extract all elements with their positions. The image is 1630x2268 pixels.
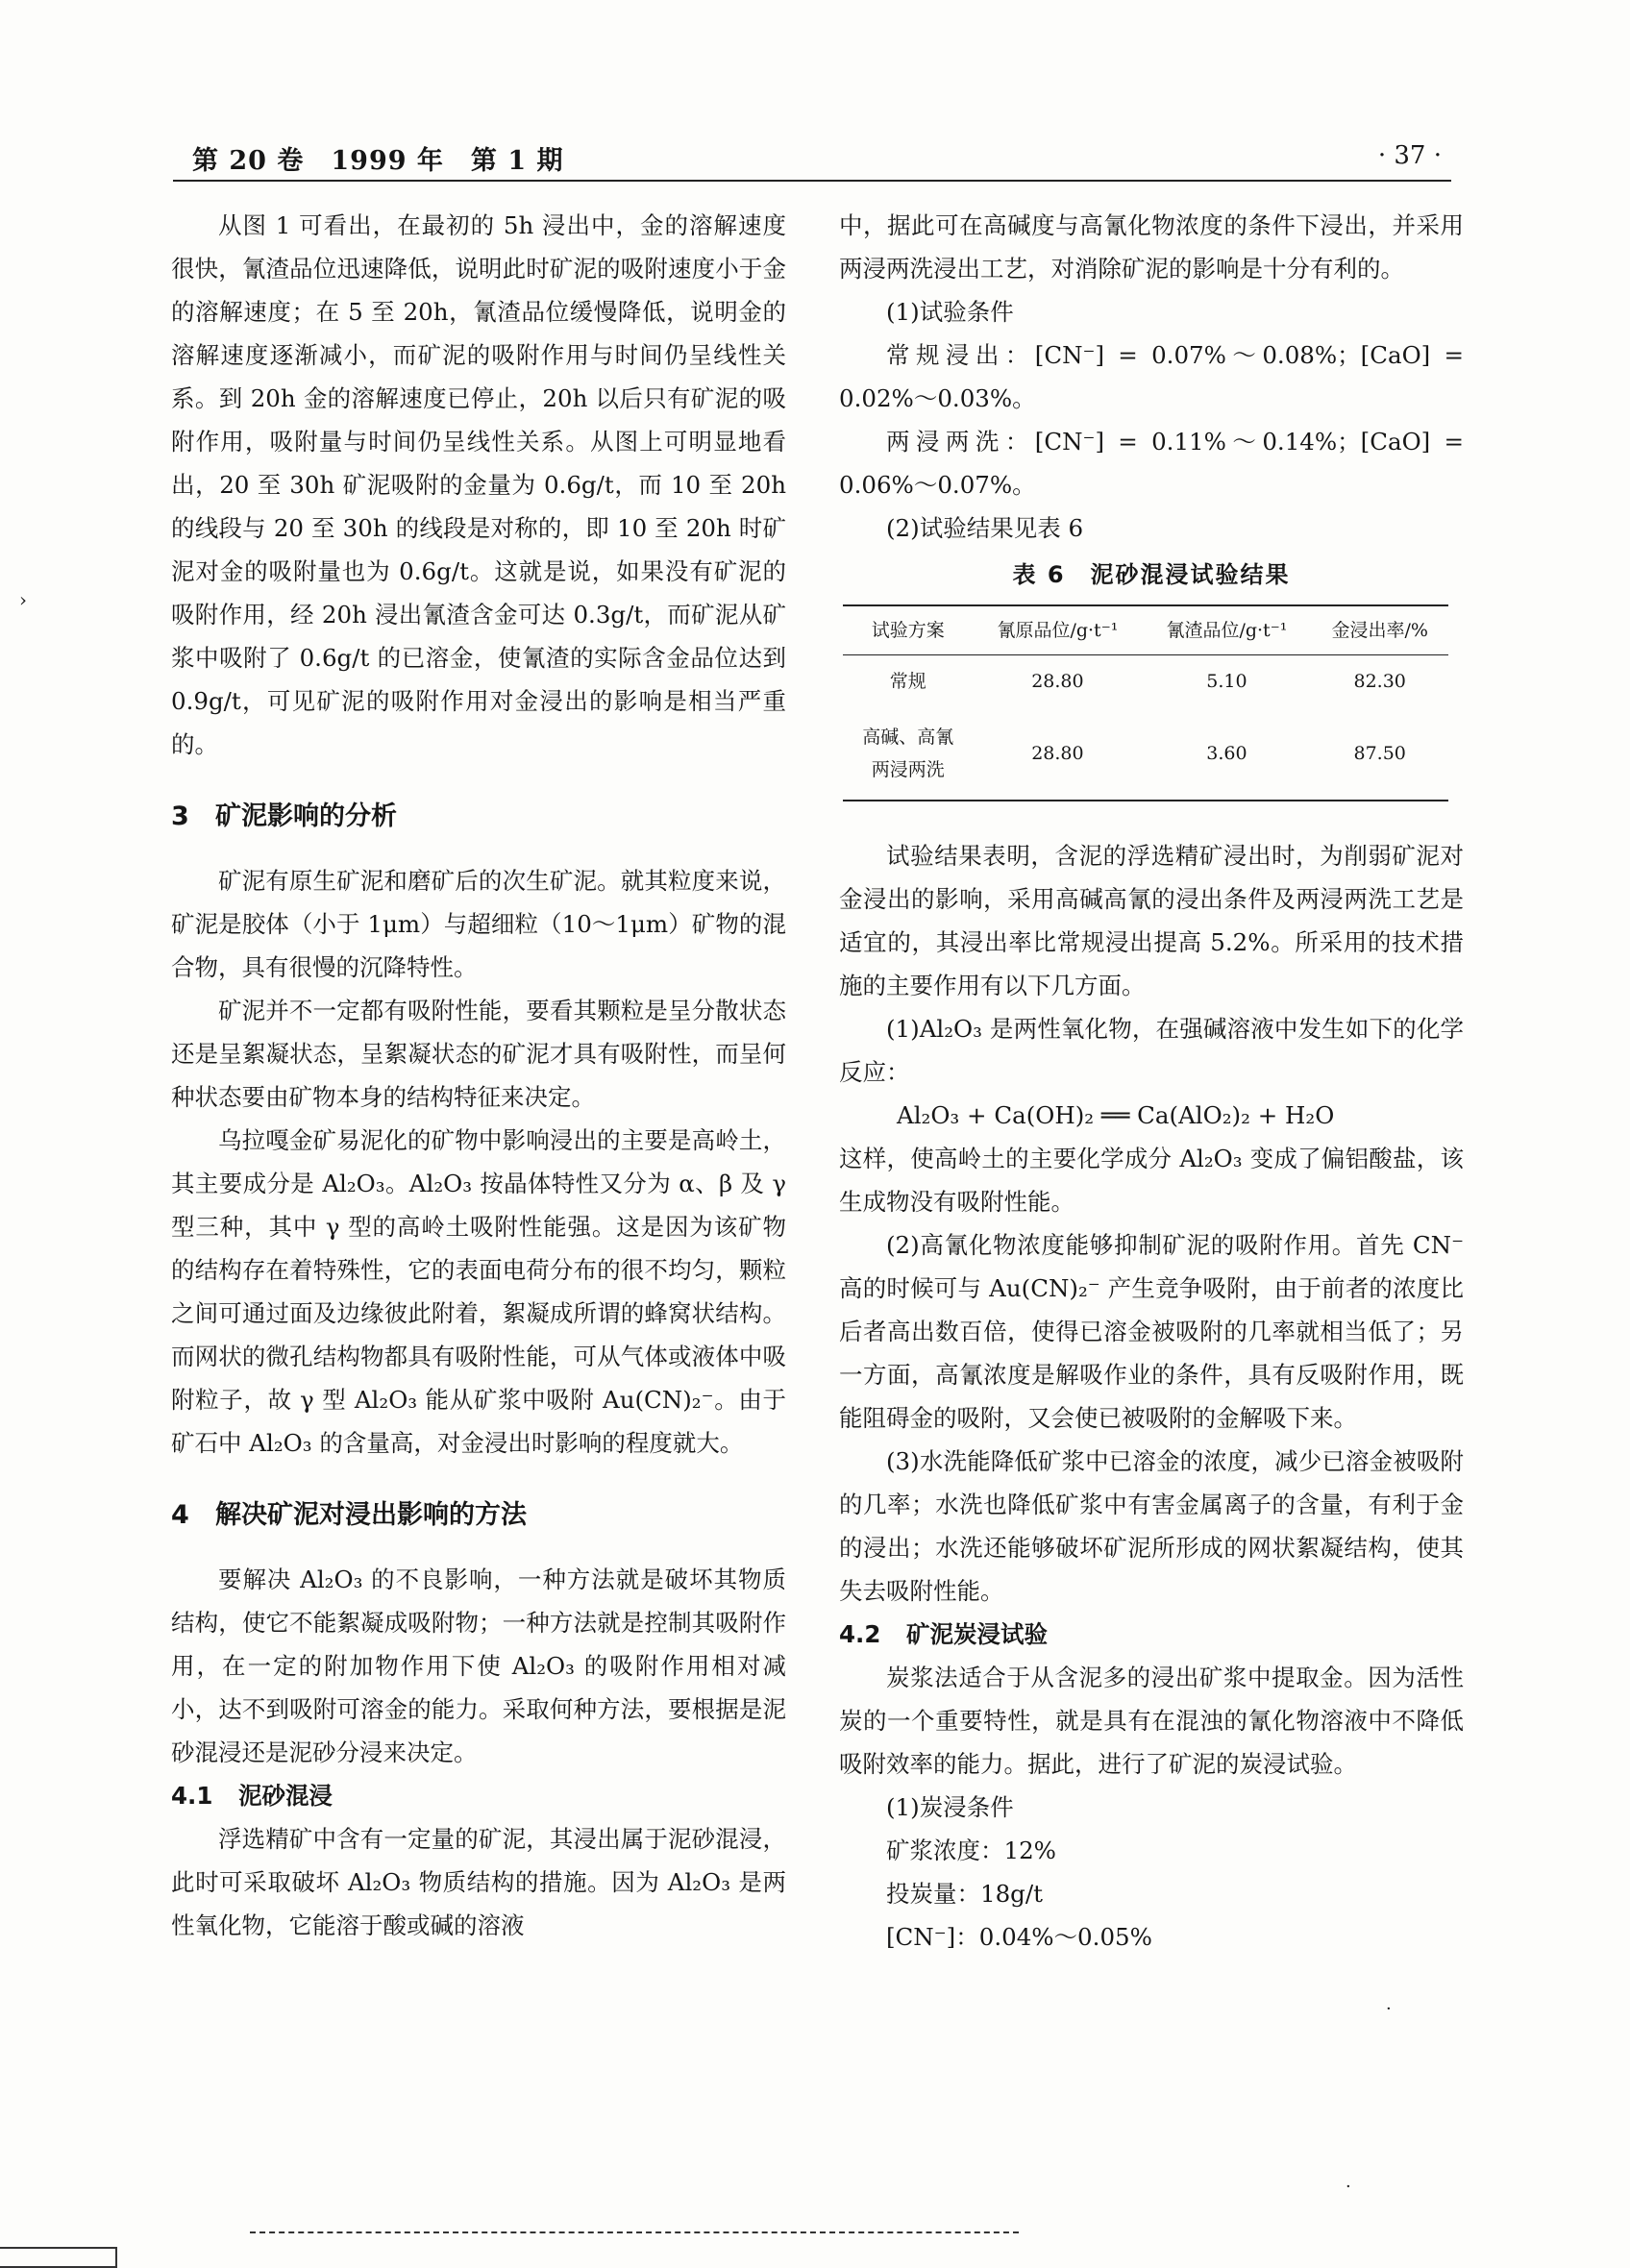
carbon-condition: 矿浆浓度：12% — [886, 1837, 1056, 1864]
subsection-title: 泥砂混浸 — [238, 1782, 333, 1810]
paragraph: 矿泥并不一定都有吸附性能，要看其颗粒是呈分散状态还是呈絮凝状态，呈絮凝状态的矿泥才具有吸附性，而呈何种状态要由矿物本身的结构特征来决定。 — [171, 997, 786, 1111]
running-header — [173, 139, 1451, 182]
journal-volume-issue: 第 20 卷 1999 年 第 1 期 — [192, 146, 564, 176]
table-header-cell: 金浸出率/% — [1311, 605, 1448, 655]
table-header-cell: 氰原品位/g·t⁻¹ — [973, 605, 1142, 655]
chemical-equation: Al₂O₃ + Ca(OH)₂ ══ Ca(AlO₂)₂ + H₂O — [897, 1101, 1335, 1129]
table-header-cell: 试验方案 — [843, 605, 973, 655]
condition-two-leach: 两浸两洗：[CN⁻] = 0.11%～0.14%；[CaO] = 0.06%～0.07%。 — [839, 428, 1464, 499]
table-cell: 87.50 — [1311, 707, 1448, 801]
carbon-paragraph: 炭浆法适合于从含泥多的浸出矿浆中提取金。因为活性炭的一个重要特性，就是具有在混浊的氰化物溶液中不降低吸附效率的能力。据此，进行了矿泥的炭浸试验。 — [839, 1664, 1464, 1778]
subsection-number: 4.2 — [839, 1620, 881, 1648]
right-column — [839, 204, 1464, 1959]
subsection-number: 4.1 — [171, 1782, 213, 1810]
point-1-explanation: 这样，使高岭土的主要化学成分 Al₂O₃ 变成了偏铝酸盐，该生成物没有吸附性能。 — [839, 1145, 1464, 1216]
intro-paragraph: 从图 1 可看出，在最初的 5h 浸出中，金的溶解速度很快，氰渣品位迅速降低，说明此时矿泥的吸附速度小于金的溶解速度；在 5 至 20h，氰渣品位缓慢降低，说明金的溶解速度逐渐减小，而矿泥的吸附作用与时间仍呈线性关系。到 20h 金的溶解速度已停止，20h 以后只有矿泥的吸附作用，吸附量与时间仍呈线性关系。从图上可明显地看出，20 至 30h 矿泥吸附的金量为 0.6g/t，而 10 至 20h 的线段与 20 至 30h 的线段是对称的，即 10 至 20h 时矿泥对金的吸附量也为 0.6g/t。这就是说，如果没有矿泥的吸附作用，经 20h 浸出氰渣含金可达 0.3g/t，而矿泥从矿浆中吸附了 0.6g/t 的已溶金，使氰渣的实际含金品位达到 0.9g/t，可见矿泥的吸附作用对金浸出的影响是相当严重的。 — [171, 211, 786, 758]
margin-mark: › — [19, 588, 27, 611]
table-cell: 82.30 — [1353, 671, 1406, 692]
carbon-conditions-label: (1)炭浸条件 — [886, 1793, 1014, 1821]
table-cell: 3.60 — [1142, 707, 1311, 801]
table-cell: 高碱、高氰 两浸两洗 — [843, 707, 973, 801]
left-column — [171, 204, 786, 1947]
section-title: 矿泥影响的分析 — [215, 801, 397, 831]
condition-conventional: 常规浸出：[CN⁻] = 0.07%～0.08%；[CaO] = 0.02%～0.03%。 — [839, 341, 1464, 412]
section-title: 解决矿泥对浸出影响的方法 — [215, 1500, 527, 1530]
table-cell: 常规 — [889, 671, 926, 692]
section-number: 3 — [171, 801, 189, 831]
speck: · — [1346, 2177, 1351, 2197]
table-header-row — [843, 605, 1448, 655]
paragraph: 浮选精矿中含有一定量的矿泥，其浸出属于泥砂混浸，此时可采取破坏 Al₂O₃ 物质结构的措施。因为 Al₂O₃ 是两性氧化物，它能溶于酸或碱的溶液 — [171, 1825, 786, 1939]
section-4-heading — [171, 1493, 786, 1537]
carbon-condition: 投炭量：18g/t — [886, 1880, 1043, 1908]
footer-rule — [250, 2231, 1019, 2233]
table-header-cell: 氰渣品位/g·t⁻¹ — [1142, 605, 1311, 655]
point-1: (1)Al₂O₃ 是两性氧化物，在强碱溶液中发生如下的化学反应： — [839, 1015, 1464, 1086]
results-table — [843, 604, 1448, 801]
table-row — [843, 707, 1448, 801]
carbon-condition: [CN⁻]：0.04%～0.05% — [886, 1923, 1152, 1951]
subsection-title: 矿泥炭浸试验 — [906, 1620, 1048, 1648]
paragraph: 要解决 Al₂O₃ 的不良影响，一种方法就是破坏其物质结构，使它不能絮凝成吸附物；一种方法就是控制其吸附作用，在一定的附加物作用下使 Al₂O₃ 的吸附作用相对减小，达不到吸附可溶金的能力。采取何种方法，要根据是泥砂混浸还是泥砂分浸来决定。 — [171, 1565, 786, 1766]
table-row — [843, 655, 1448, 708]
table-cell: 5.10 — [1206, 671, 1247, 692]
point-3: (3)水洗能降低矿浆中已溶金的浓度，减少已溶金被吸附的几率；水洗也降低矿浆中有害金属离子的含量，有利于金的浸出；水洗还能够破坏矿泥所形成的网状絮凝结构，使其失去吸附性能。 — [839, 1447, 1464, 1605]
section-3-heading — [171, 795, 786, 838]
table-cell: 28.80 — [973, 707, 1142, 801]
continuation-paragraph: 中，据此可在高碱度与高氰化物浓度的条件下浸出，并采用两浸两洗浸出工艺，对消除矿泥的影响是十分有利的。 — [839, 211, 1464, 283]
point-2: (2)高氰化物浓度能够抑制矿泥的吸附作用。首先 CN⁻ 高的时候可与 Au(CN)₂⁻ 产生竞争吸附，由于前者的浓度比后者高出数百倍，使得已溶金被吸附的几率就相当低了；另一方面，高氰浓度是解吸作业的条件，具有反吸附作用，既能阻碍金的吸附，又会使已被吸附的金解吸下来。 — [839, 1231, 1464, 1432]
page-number: · 37 · — [1377, 141, 1442, 170]
corner-box — [0, 2247, 117, 2268]
paragraph: 乌拉嘎金矿易泥化的矿物中影响浸出的主要是高岭土，其主要成分是 Al₂O₃。Al₂O₃ 按晶体特性又分为 α、β 及 γ 型三种，其中 γ 型的高岭土吸附性能强。这是因为该矿物的结构存在着特殊性，它的表面电荷分布的很不均匀，颗粒之间可通过面及边缘彼此附着，絮凝成所谓的蜂窝状结构。而网状的微孔结构物都具有吸附性能，可从气体或液体中吸附粒子，故 γ 型 Al₂O₃ 能从矿浆中吸附 Au(CN)₂⁻。由于矿石中 Al₂O₃ 的含量高，对金浸出时影响的程度就大。 — [171, 1126, 786, 1457]
results-label: (2)试验结果见表 6 — [886, 514, 1084, 542]
subsection-4-2-heading — [839, 1613, 1464, 1656]
test-conditions-label: (1)试验条件 — [886, 298, 1014, 326]
section-number: 4 — [171, 1500, 189, 1530]
table-title: 表 6 泥砂混浸试验结果 — [1012, 561, 1291, 588]
results-paragraph: 试验结果表明，含泥的浮选精矿浸出时，为削弱矿泥对金浸出的影响，采用高碱高氰的浸出条件及两浸两洗工艺是适宜的，其浸出率比常规浸出提高 5.2%。所采用的技术措施的主要作用有以下几方面。 — [839, 842, 1464, 999]
paragraph: 矿泥有原生矿泥和磨矿后的次生矿泥。就其粒度来说，矿泥是胶体（小于 1μm）与超细粒（10～1μm）矿物的混合物，具有很慢的沉降特性。 — [171, 867, 786, 981]
speck: · — [1386, 1999, 1392, 2019]
table-cell: 28.80 — [1031, 671, 1084, 692]
subsection-4-1-heading — [171, 1774, 786, 1817]
